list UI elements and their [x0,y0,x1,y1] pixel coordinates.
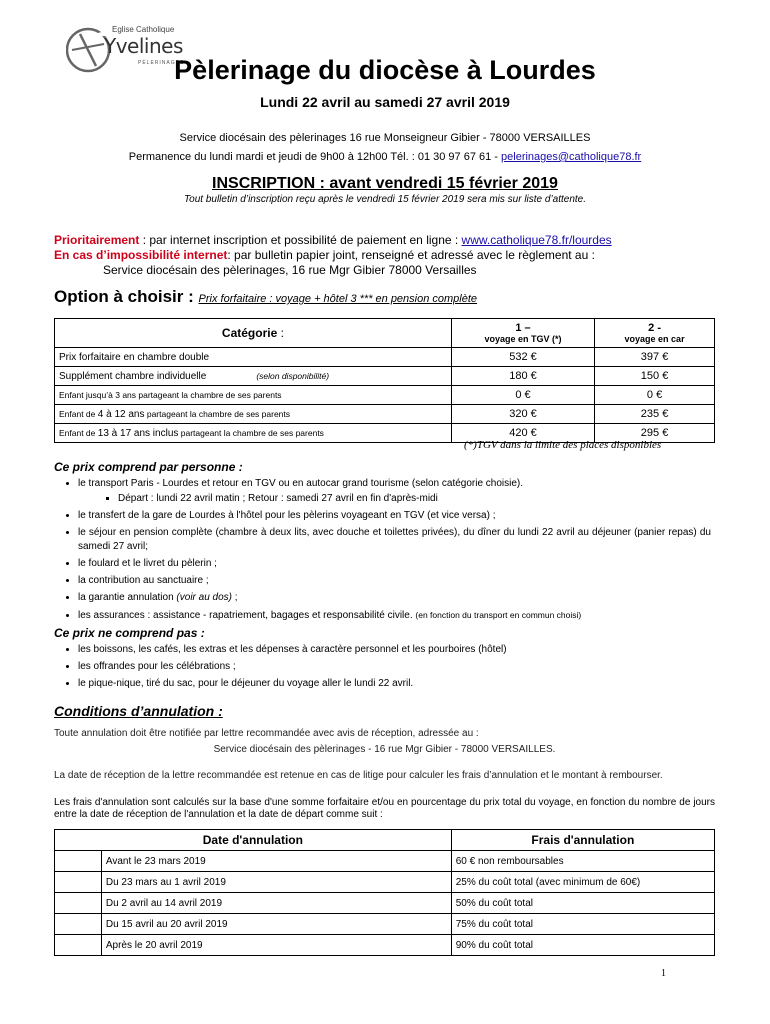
table-row: Avant le 23 mars 2019 60 € non remboursables [55,851,715,872]
includes-section [54,460,715,626]
table-row: Enfant de 13 à 17 ans inclus partageant la chambre de ses parents 420 € 295 € [55,424,715,443]
category-header: Catégorie : [55,319,452,348]
price-table-header [55,319,715,348]
list-item: • le transport Paris - Lourdes et retour en TGV ou en autocar grand tourisme (selon catégorie choisie). ▪ Départ : lundi 22 avril matin ; Retour : samedi 27 avril en fin d'après-midi [78,477,715,506]
logo-line-3: PÈLERINAGES [138,60,185,66]
list-item: • le séjour en pension complète (chambre à deux lits, avec douche et toilettes privées), du dîner du lundi 22 avril au déjeuner (panier repas) du samedi 27 avril; [78,526,715,554]
list-item: • le foulard et le livret du pèlerin ; [78,557,715,571]
list-item: • les offrandes pour les célébrations ; [78,660,715,674]
cancellation-table [54,829,715,956]
conditions-paragraph-3: Les frais d'annulation sont calculés sur la base d'une somme forfaitaire et/ou en pourcentage du prix total du voyage, en fonction du nombre de jours entre la date de réception de l'annulation et la date de départ comme suit : [54,797,715,820]
permanence-text: Permanence du lundi mardi et jeudi de 9h00 à 12h00 Tél. : 01 30 97 67 61 - [128,151,502,163]
includes-title: Ce prix comprend par personne : [54,460,243,474]
permanence-line [0,151,770,163]
tgv-note: (*)TGV dans la limite des places disponibles [464,439,662,451]
list-item: • les boissons, les cafés, les extras et les dépenses à caractère personnel et les pourboires (hôtel) [78,643,715,657]
list-item: • la garantie annulation (voir au dos) ; [78,591,715,605]
table-row: Du 23 mars au 1 avril 2019 25% du coût total (avec minimum de 60€) [55,872,715,893]
conditions-paragraph-1: Toute annulation doit être notifiée par lettre recommandée avec avis de réception, adressée au : [54,728,479,739]
table-row: Supplément chambre individuelle (selon disponibilité) 180 € 150 € [55,367,715,386]
email-link[interactable]: pelerinages@catholique78.fr [501,151,642,163]
excludes-title: Ce prix ne comprend pas : [54,626,205,640]
table-row: Du 15 avril au 20 avril 2019 75% du coût total [55,914,715,935]
inscription-note: Tout bulletin d’inscription reçu après le vendredi 15 février 2019 sera mis sur liste d’attente. [183,194,587,205]
priority-label: Prioritairement [54,233,140,247]
page-number: 1 [661,968,666,979]
priority-block [54,233,714,278]
price-table [54,318,715,443]
fallback-label: En cas d’impossibilité internet [54,248,228,262]
option-heading [54,287,477,307]
table-row: Enfant de 4 à 12 ans partageant la chambre de ses parents 320 € 235 € [55,405,715,424]
cancellation-table-header: Date d'annulation Frais d'annulation [55,830,715,851]
service-address: Service diocésain des pèlerinages 16 rue Monseigneur Gibier - 78000 VERSAILLES [179,132,591,144]
logo-line-2: Yvelines [104,34,183,58]
conditions-address: Service diocésain des pèlerinages - 16 rue Mgr Gibier - 78000 VERSAILLES. [213,744,556,755]
table-row: Du 2 avril au 14 avril 2019 50% du coût total [55,893,715,914]
car-header: 2 - voyage en car [595,319,715,348]
list-item: • la contribution au sanctuaire ; [78,574,715,588]
fallback-text: : par bulletin papier joint, renseigné et adressé avec le règlement au : [227,248,595,262]
list-item: • le transfert de la gare de Lourdes à l'hôtel pour les pèlerins voyageant en TGV (et vice versa) ; [78,509,715,523]
list-item: • le pique-nique, tiré du sac, pour le déjeuner du voyage aller le lundi 22 avril. [78,677,715,691]
logo-line-1: Eglise Catholique [112,25,175,34]
tgv-header: 1 – voyage en TGV (*) [451,319,594,348]
table-row: Prix forfaitaire en chambre double 532 € 397 € [55,348,715,367]
online-link[interactable]: www.catholique78.fr/lourdes [461,233,612,247]
table-row: Enfant jusqu’à 3 ans partageant la chambre de ses parents 0 € 0 € [55,386,715,405]
page-subtitle: Lundi 22 avril au samedi 27 avril 2019 [260,94,510,110]
excludes-section [54,626,715,694]
option-subtitle: Prix forfaitaire : voyage + hôtel 3 *** en pension complète [198,293,478,305]
conditions-paragraph-2: La date de réception de la lettre recommandée est retenue en cas de litige pour calculer les frais d’annulation et le montant à rembourser. [54,770,663,781]
page-title: Pèlerinage du diocèse à Lourdes [174,55,596,85]
option-title: Option à choisir : [54,287,199,306]
list-item: • les assurances : assistance - rapatriement, bagages et responsabilité civile. (en fonction du transport en commun choisi) [78,608,715,623]
conditions-title: Conditions d’annulation : [54,703,223,719]
inscription-title: INSCRIPTION : avant vendredi 15 février 2019 [212,175,558,192]
table-row: Après le 20 avril 2019 90% du coût total [55,935,715,956]
fallback-address: Service diocésain des pèlerinages, 16 rue Mgr Gibier 78000 Versailles [103,263,477,277]
list-item: ▪ Départ : lundi 22 avril matin ; Retour : samedi 27 avril en fin d'après-midi [118,492,715,506]
priority-text: : par internet inscription et possibilité de paiement en ligne : [139,233,462,247]
